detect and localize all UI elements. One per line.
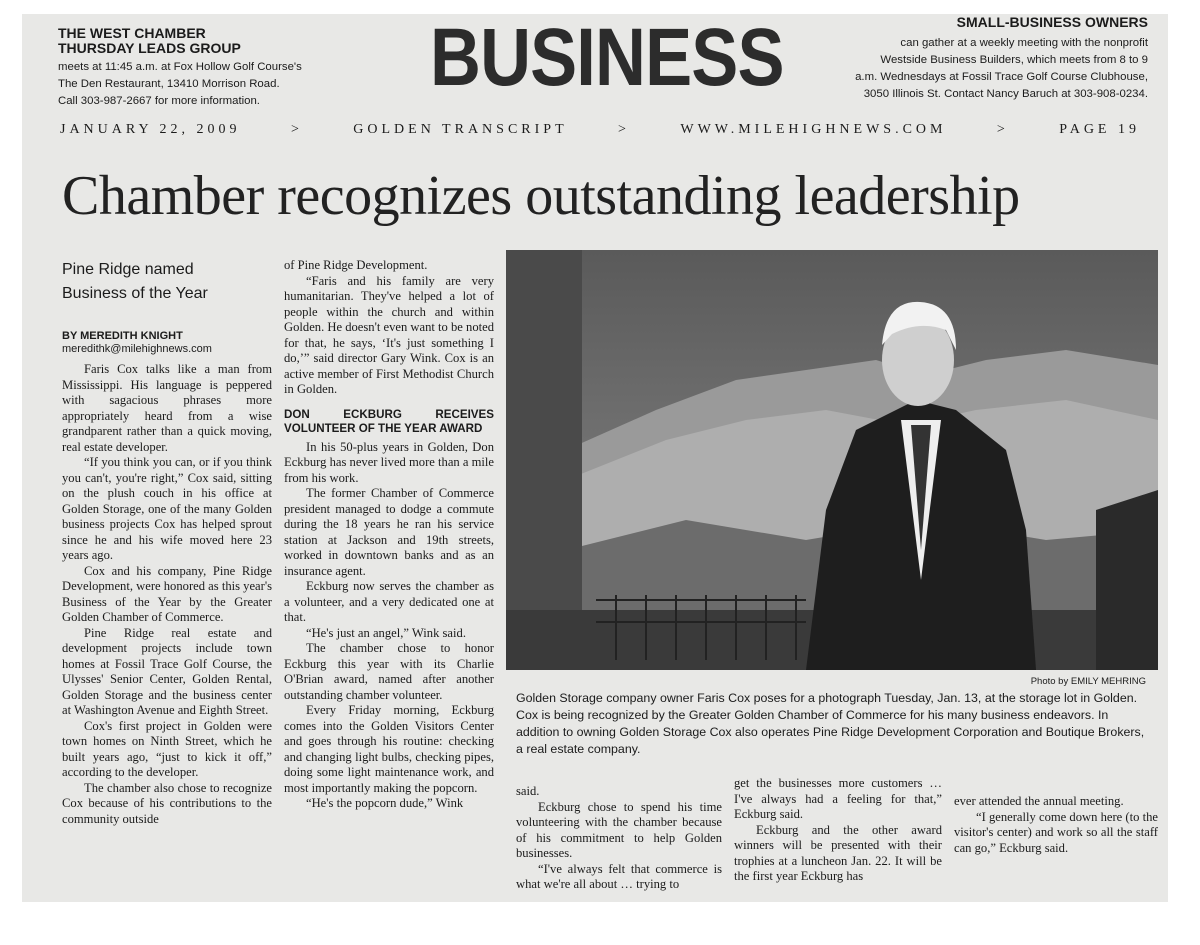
subhead-volunteer-award: DON ECKBURG RECEIVES VOLUNTEER OF THE YEAR AWARD (284, 407, 494, 435)
brief-right-line-3: a.m. Wednesdays at Fossil Trace Golf Course Clubhouse, (855, 71, 1148, 83)
paragraph: “He's the popcorn dude,” Wink (306, 796, 464, 810)
paragraph: Faris Cox talks like a man from Mississippi. His language is peppered with sagacious phrases more appropriately heard from a wise grandparent rather than a quick moving, real estate developer. (62, 362, 272, 454)
brief-left-heading-1: THE WEST CHAMBER (58, 25, 206, 41)
photo-caption: Golden Storage company owner Faris Cox poses for a photograph Tuesday, Jan. 13, at the storage lot in Golden. Cox is being recognized by the Greater Golden Chamber of Commerce for his many business endeavors. In addition to owning Golden Storage Cox also operates Pine Ridge Development Corporation and Boutique Brokers, a real estate company. (516, 691, 1145, 756)
brief-right-line-2: Westside Business Builders, which meets from 8 to 9 (880, 54, 1148, 66)
folio-separator: > (290, 122, 303, 137)
folio-page-number: PAGE 19 (1059, 122, 1140, 137)
paragraph: “He's just an angel,” Wink said. (306, 625, 466, 640)
paragraph: said. (516, 784, 540, 798)
newspaper-page (22, 14, 1168, 902)
brief-right-line-4: 3050 Illinois St. Contact Nancy Baruch at 303-908-0234. (863, 88, 1148, 100)
photo-faris-cox (506, 250, 1158, 670)
brief-west-chamber (58, 26, 358, 109)
paragraph: Eckburg and the other award winners will be presented with their trophies at a luncheon Jan. 22. It will be the first year Eckburg has (734, 822, 942, 883)
paragraph: “I generally come down here (to the visitor's center) and work so all the staff can go,” Eckburg said. (954, 809, 1158, 855)
folio-url: WWW.MILEHIGHNEWS.COM (680, 122, 947, 137)
paragraph: Every Friday morning, Eckburg comes into the Golden Visitors Center and goes through his routine: checking and changing light bulbs, checking pipes, doing some light maintenance work, and most importantly making the popcorn. (284, 703, 494, 795)
photo-image (506, 250, 1158, 670)
article-column-3 (516, 784, 722, 893)
byline-email: meredithk@milehighnews.com (62, 343, 212, 355)
paragraph: Cox's first project in Golden were town homes on Ninth Street, which he built years ago, “just to kick it off,” according to the developer. (62, 718, 272, 779)
paragraph: “I've always felt that commerce is what we're all about … trying to (516, 861, 722, 891)
paragraph: The former Chamber of Commerce president managed to dodge a commute during the 18 years he ran his service station at Jackson and 19th streets, worked in downtown banks and as an insurance agent. (284, 486, 494, 578)
paragraph: In his 50-plus years in Golden, Don Eckburg has never lived more than a mile from his work. (284, 439, 494, 485)
brief-right-heading: SMALL-BUSINESS OWNERS (956, 14, 1148, 30)
paragraph: Pine Ridge real estate and development projects include town homes at Fossil Trace Golf Course, the Ulysses' Senior Center, Golden Rental, Golden Storage and the business center at Washington Avenue and Eighth Street. (62, 625, 272, 717)
article-column-5 (954, 794, 1158, 856)
paragraph: The chamber also chose to recognize Cox because of his contributions to the community outside (62, 780, 272, 826)
folio-separator: > (996, 122, 1009, 137)
article-column-1 (62, 258, 272, 827)
byline: BY MEREDITH KNIGHT (62, 330, 183, 342)
paragraph: Eckburg chose to spend his time volunteering with the chamber because of his commitment to help Golden businesses. (516, 799, 722, 860)
folio-line (60, 122, 1140, 138)
paragraph: “Faris and his family are very humanitarian. They've helped a lot of people within the church and within Golden. He doesn't even want to be noted for that, he says, ‘It's just something I do,’” said director Gary Wink. Cox is an active member of First Methodist Church in Golden. (284, 273, 495, 396)
paragraph: get the businesses more customers … I've always had a feeling for that,” Eckburg said. (734, 776, 942, 821)
section-title: BUSINESS (430, 14, 784, 103)
photo-credit: Photo by EMILY MEHRING (1030, 676, 1146, 687)
folio-paper-name: GOLDEN TRANSCRIPT (353, 122, 568, 137)
paragraph: The chamber chose to honor Eckburg this year with its Charlie O'Brian award, named after another outstanding chamber volunteer. (284, 641, 494, 702)
deck-line-2: Business of the Year (62, 285, 208, 302)
paragraph: Cox and his company, Pine Ridge Development, were honored as this year's Business of the Year by the Greater Golden Chamber of Commerce. (62, 563, 272, 624)
brief-left-heading-2: THURSDAY LEADS GROUP (58, 40, 241, 56)
brief-left-line-2: The Den Restaurant, 13410 Morrison Road. (58, 78, 280, 90)
brief-left-line-3: Call 303-987-2667 for more information. (58, 95, 260, 107)
paragraph: “If you think you can, or if you think you can't, you're right,” Cox said, sitting on the plush couch in his office at Golden Storage, one of the many Golden business projects Cox has helped sprout since he and his wife moved here 23 years ago. (62, 455, 272, 562)
folio-separator: > (618, 122, 630, 137)
deck (62, 258, 272, 306)
article-column-4 (734, 776, 942, 885)
paragraph: of Pine Ridge Development. (284, 258, 428, 272)
brief-small-business (818, 14, 1148, 102)
brief-left-line-1: meets at 11:45 a.m. at Fox Hollow Golf Course's (58, 61, 302, 73)
headline: Chamber recognizes outstanding leadership (62, 165, 1020, 227)
article-column-2 (284, 258, 494, 812)
brief-right-line-1: can gather at a weekly meeting with the nonprofit (900, 37, 1148, 49)
paragraph: Eckburg now serves the chamber as a volunteer, and a very dedicated one at that. (284, 579, 494, 624)
paragraph: ever attended the annual meeting. (954, 794, 1124, 808)
folio-date: JANUARY 22, 2009 (60, 122, 241, 137)
deck-line-1: Pine Ridge named (62, 261, 194, 278)
